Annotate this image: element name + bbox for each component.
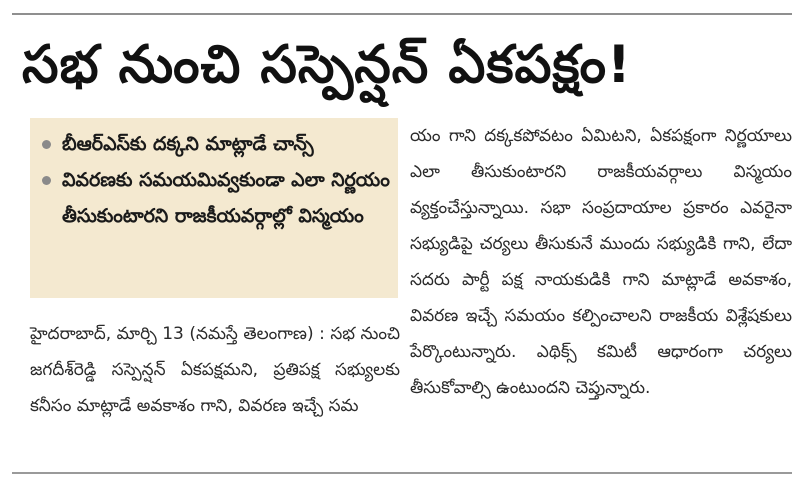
article-paragraph: యం గాని దక్కకపోవటం ఏమిటని, ఏకపక్షంగా నిర్ణయాలు ఎలా తీసుకుంటారని రాజకీయవర్గాలు విస్మయం వ్యక్తంచేస్తున్నాయి. సభా సంప్రదాయాల ప్రకారం ఎవరైనా సభ్యుడిపై చర్యలు తీసుకునే ముందు సభ్యుడికి గాని, లేదా సదరు పార్టీ పక్ష నాయకుడికి గాని మాట్లాడే అవకాశం, వివరణ ఇచ్చే సమయం కల్పించాలని రాజకీయ విశ్లేషకులు పేర్కొంటున్నారు. ఎథిక్స్ కమిటీ ఆధారంగా చర్యలు తీసుకోవాల్సి ఉంటుందని చెప్తున్నారు. — [410, 126, 792, 398]
bottom-rule — [12, 472, 792, 474]
top-rule — [12, 13, 792, 15]
highlights-box — [30, 118, 398, 298]
highlight-text: వివరణకు సమయమివ్వకుండా ఎలా నిర్ణయం తీసుకుంటారని రాజకీయవర్గాల్లో విస్మయం — [62, 169, 390, 227]
bullet-icon — [42, 176, 51, 185]
article-paragraph: హైదరాబాద్, మార్చి 13 (నమస్తే తెలంగాణ) : సభ నుంచి జగదీశ్‌రెడ్డి సస్పెన్షన్ ఏకపక్షమని, ప్రతిపక్ష సభ్యులకు కనీసం మాట్లాడే అవకాశం గాని, వివరణ ఇచ్చే సమ — [30, 324, 400, 416]
bullet-icon — [42, 140, 51, 149]
highlight-item — [38, 162, 392, 234]
article-column-left — [30, 316, 400, 424]
article-column-right — [410, 118, 792, 406]
highlight-text: బీఆర్ఎస్‌కు దక్కని మాట్లాడే చాన్స్ — [62, 133, 314, 155]
headline: సభ నుంచి సస్పెన్షన్ ఏకపక్షం! — [22, 35, 632, 95]
highlight-item — [38, 126, 392, 162]
